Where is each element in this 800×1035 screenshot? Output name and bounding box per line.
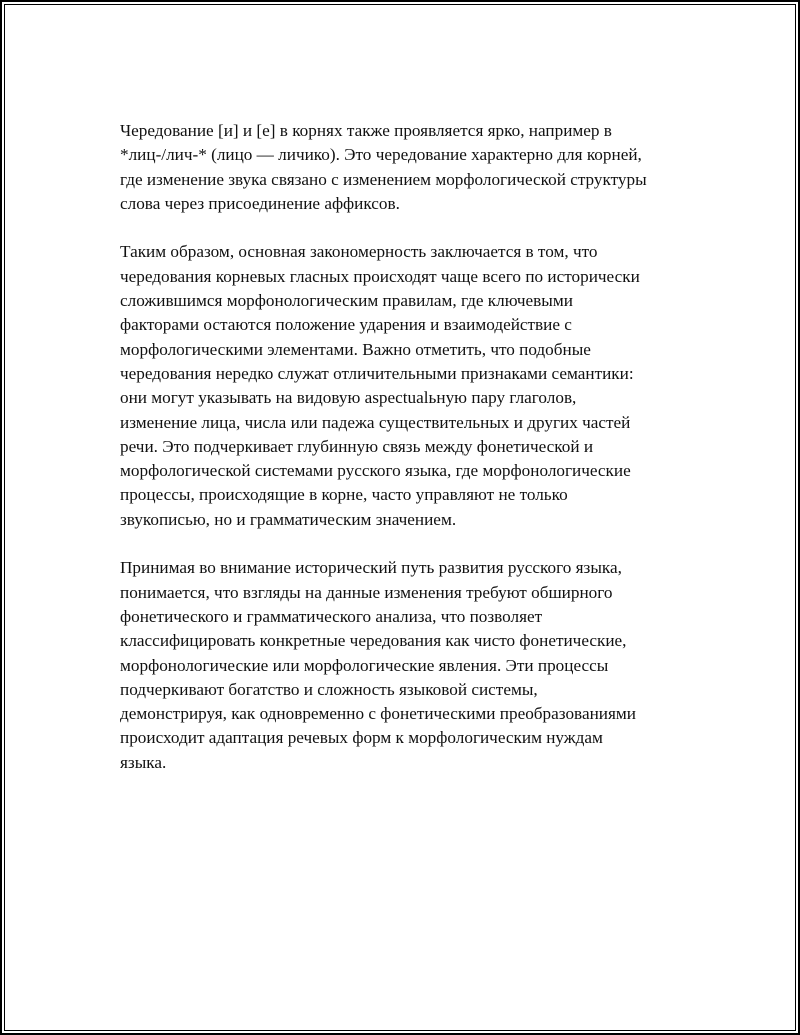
paragraph-3: Принимая во внимание исторический путь развития русского языка, понимается, что взгляды на данные изменения требуют обширного фонетического и грамматического анализа, что позволяет классифицировать конкретные чередования как чисто фонетические, морфонологические или морфологические явления. Эти процессы подчеркивают богатство и сложность языковой системы, демонстрируя, как одновременно с фонетическими преобразованиями происходит адаптация речевых форм к морфологическим нуждам языка. bbox=[120, 558, 636, 772]
paragraph-2: Таким образом, основная закономерность заключается в том, что чередования корневых гласных происходят чаще всего по исторически сложившимся морфонологическим правилам, где ключевыми факторами остаются положение ударения и взаимодействие с морфологическими элементами. Важно отметить, что подобные чередования нередко служат отличительными признаками семантики: они могут указывать на видовую aspectualьную пару глаголов, изменение лица, числа или падежа существительных и других частей речи. Это подчеркивает глубинную связь между фонетической и морфологической системами русского языка, где морфонологические процессы, происходящие в корне, часто управляют не только звукописью, но и грамматическим значением. bbox=[120, 242, 640, 529]
document-body bbox=[120, 119, 700, 799]
paragraph-1: Чередование [и] и [е] в корнях также проявляется ярко, например в *лиц-/лич-* (лицо — личико). Это чередование характерно для корней, где изменение звука связано с изменением морфологической структуры слова через присоединение аффиксов. bbox=[120, 121, 647, 213]
